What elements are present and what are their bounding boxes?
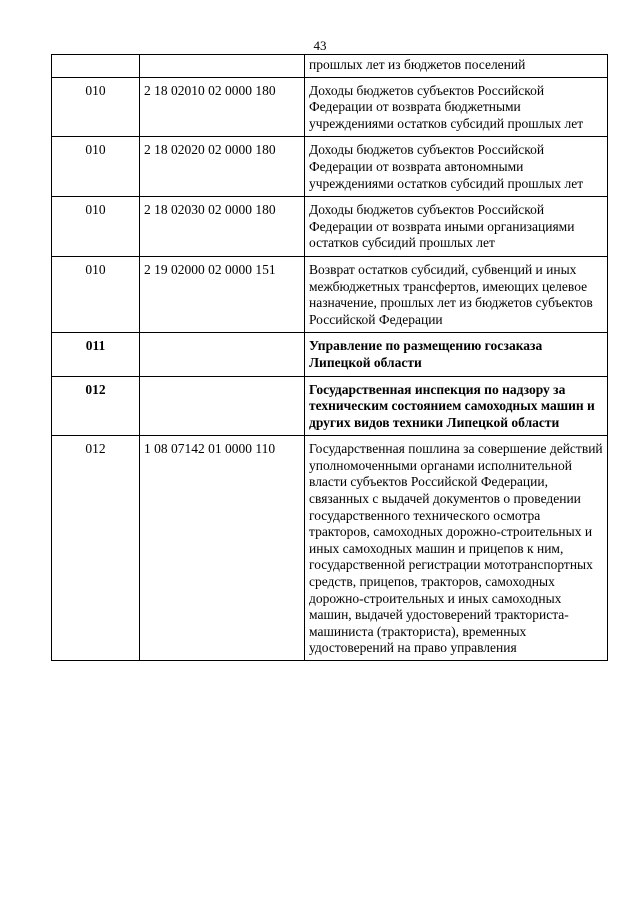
classification-code-cell [140,55,305,78]
classification-code-cell [140,333,305,376]
description-cell: Доходы бюджетов субъектов Российской Федерации от возврата иными организациями остатков субсидий прошлых лет [305,197,608,257]
description-cell: Управление по размещению госзаказа Липецкой области [305,333,608,376]
admin-code-cell: 010 [52,256,140,332]
classification-code-cell: 1 08 07142 01 0000 110 [140,436,305,661]
admin-code-cell: 010 [52,77,140,137]
page-number: 43 [313,38,327,53]
table-row [52,333,608,376]
classification-code-cell: 2 18 02020 02 0000 180 [140,137,305,197]
description-cell: Возврат остатков субсидий, субвенций и иных межбюджетных трансфертов, имеющих целевое назначение, прошлых лет из бюджетов субъектов Российской Федерации [305,256,608,332]
admin-code-cell: 012 [52,376,140,436]
admin-code-cell [52,55,140,78]
admin-code-cell: 011 [52,333,140,376]
admin-code-cell: 012 [52,436,140,661]
table-row [52,77,608,137]
classification-code-cell: 2 18 02010 02 0000 180 [140,77,305,137]
admin-code-cell: 010 [52,197,140,257]
description-cell: Доходы бюджетов субъектов Российской Федерации от возврата бюджетными учреждениями остатков субсидий прошлых лет [305,77,608,137]
table-row [52,55,608,78]
table-row [52,137,608,197]
classification-code-cell [140,376,305,436]
classification-code-cell: 2 18 02030 02 0000 180 [140,197,305,257]
budget-classification-table [51,54,608,661]
classification-code-cell: 2 19 02000 02 0000 151 [140,256,305,332]
description-cell: Государственная инспекция по надзору за техническим состоянием самоходных машин и других видов техники Липецкой области [305,376,608,436]
table-row [52,256,608,332]
description-cell: Государственная пошлина за совершение действий уполномоченными органами исполнительной власти субъектов Российской Федерации, связанных с выдачей документов о проведении государственного технического осмотра тракторов, самоходных дорожно-строительных и иных самоходных машин и прицепов к ним, государственной регистрации мототранспортных средств, прицепов, тракторов, самоходных дорожно-строительных и иных самоходных машин, выдачей удостоверений тракториста-машиниста (тракториста), временных удостоверений на право управления [305,436,608,661]
admin-code-cell: 010 [52,137,140,197]
table-row [52,436,608,661]
description-cell: Доходы бюджетов субъектов Российской Федерации от возврата автономными учреждениями остатков субсидий прошлых лет [305,137,608,197]
table-row [52,376,608,436]
description-cell: прошлых лет из бюджетов поселений [305,55,608,78]
table-row [52,197,608,257]
